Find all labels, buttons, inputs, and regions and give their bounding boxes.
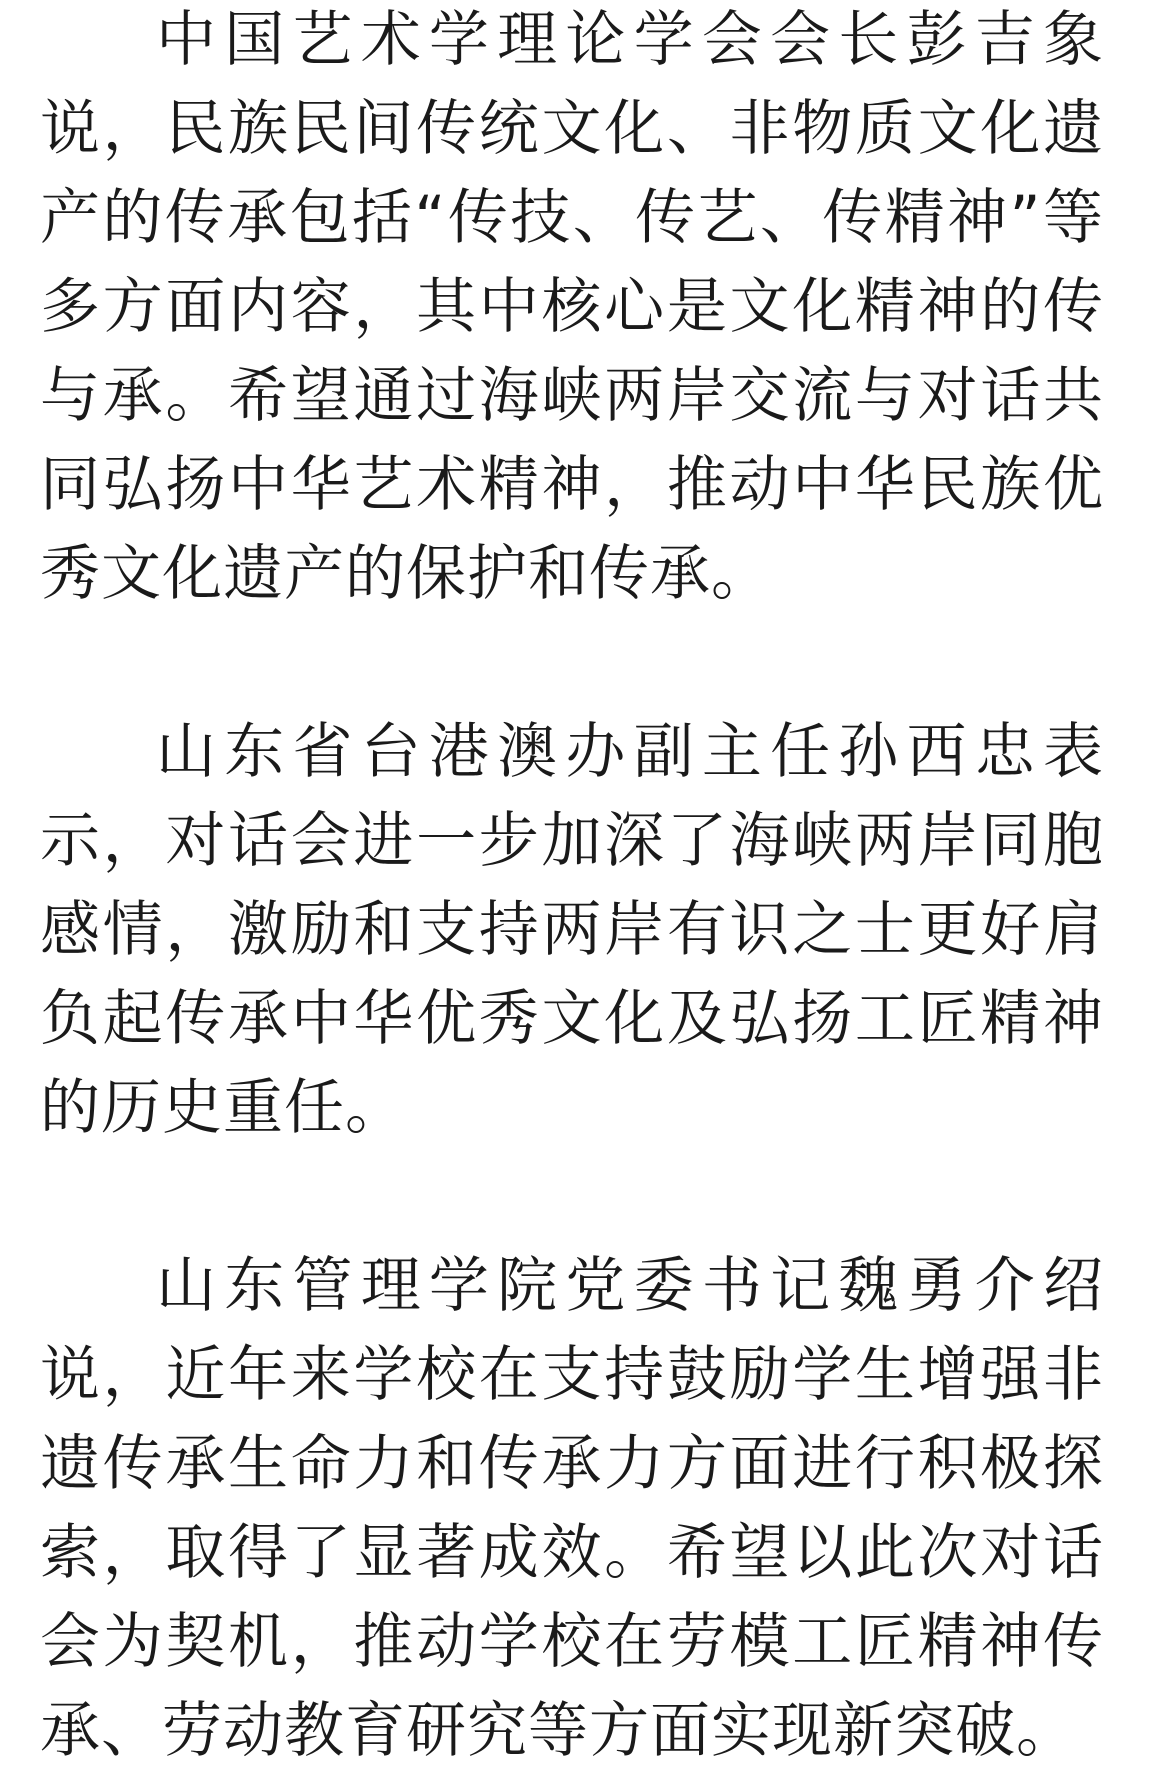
article-paragraph: 山东管理学院党委书记魏勇介绍说，近年来学校在支持鼓励学生增强非遗传承生命力和传承力方面进行积极探索，取得了显著成效。希望以此次对话会为契机，推动学校在劳模工匠精神传承、劳动教育研究等方面实现新突破。: [40, 1251, 1104, 1766]
article-body: [40, 0, 1104, 1776]
article-paragraph: 山东省台港澳办副主任孙西忠表示，对话会进一步加深了海峡两岸同胞感情，激励和支持两岸有识之士更好肩负起传承中华优秀文化及弘扬工匠精神的历史重任。: [40, 717, 1104, 1143]
article-paragraph: 中国艺术学理论学会会长彭吉象说，民族民间传统文化、非物质文化遗产的传承包括“传技、传艺、传精神”等多方面内容，其中核心是文化精神的传与承。希望通过海峡两岸交流与对话共同弘扬中华艺术精神，推动中华民族优秀文化遗产的保护和传承。: [40, 5, 1104, 609]
